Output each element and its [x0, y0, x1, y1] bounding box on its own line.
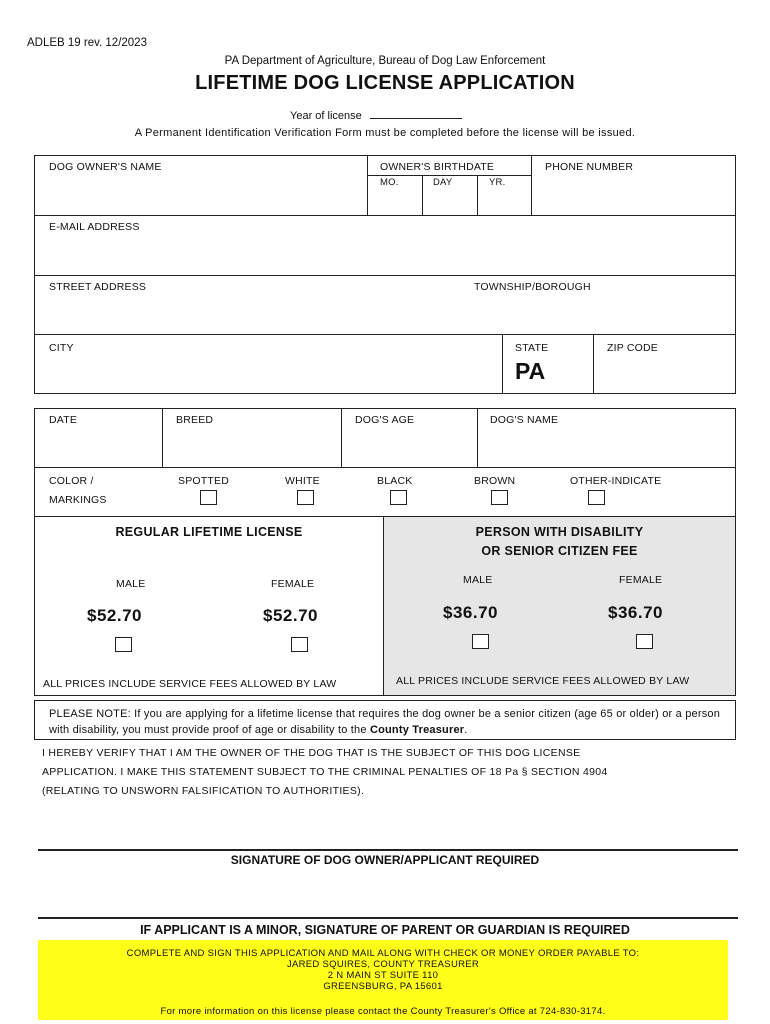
- breed-field[interactable]: BREED: [176, 414, 214, 426]
- permanent-id-note: A Permanent Identification Verification Form must be completed before the license will be issued.: [134, 127, 636, 139]
- city-field[interactable]: CITY: [49, 342, 74, 354]
- owner-info-section: [34, 155, 736, 394]
- color-label-line1: COLOR /: [49, 475, 94, 487]
- reduced-male-label: MALE: [463, 574, 493, 586]
- mailing-line3: 2 N MAIN ST SUITE 110: [327, 970, 439, 981]
- reduced-male-checkbox[interactable]: [472, 634, 489, 649]
- reduced-female-checkbox[interactable]: [636, 634, 653, 649]
- mailing-line2: JARED SQUIRES, COUNTY TREASURER: [286, 959, 480, 970]
- year-label: Year of license: [290, 110, 362, 122]
- black-checkbox[interactable]: [390, 490, 407, 505]
- owner-name-field[interactable]: DOG OWNER'S NAME: [49, 161, 162, 173]
- reduced-female-price: $36.70: [608, 603, 663, 622]
- mailing-line4: GREENSBURG, PA 15601: [323, 981, 443, 992]
- brown-checkbox[interactable]: [491, 490, 508, 505]
- reduced-female-label: FEMALE: [619, 574, 663, 586]
- birthdate-label: OWNER'S BIRTHDATE: [380, 161, 495, 173]
- reduced-male-price: $36.70: [443, 603, 498, 622]
- regular-female-checkbox[interactable]: [291, 637, 308, 652]
- mailing-info: For more information on this license please contact the County Treasurer's Office at 724-830-3174.: [160, 1006, 606, 1017]
- please-note-box: [34, 700, 736, 740]
- guardian-signature-label: IF APPLICANT IS A MINOR, SIGNATURE OF PARENT OR GUARDIAN IS REQUIRED: [140, 923, 630, 937]
- owner-signature-label: SIGNATURE OF DOG OWNER/APPLICANT REQUIRED: [230, 853, 540, 867]
- color-label-line2: MARKINGS: [49, 494, 107, 506]
- reduced-fee-panel: [384, 517, 735, 695]
- county-treasurer-bold: County Treasurer: [369, 724, 465, 736]
- reduced-fee-title-line1: PERSON WITH DISABILITY: [475, 525, 644, 539]
- phone-field[interactable]: PHONE NUMBER: [545, 161, 634, 173]
- mailing-instructions-box: [38, 940, 728, 1020]
- spotted-label: SPOTTED: [178, 475, 229, 487]
- state-value: PA: [515, 358, 546, 384]
- brown-label: BROWN: [474, 475, 516, 487]
- reduced-service-fee-note: ALL PRICES INCLUDE SERVICE FEES ALLOWED BY LAW: [396, 675, 690, 687]
- regular-male-label: MALE: [116, 578, 146, 590]
- birth-year-field[interactable]: YR.: [489, 177, 506, 188]
- zip-code-field[interactable]: ZIP CODE: [607, 342, 658, 354]
- verification-statement: [42, 744, 742, 801]
- regular-service-fee-note: ALL PRICES INCLUDE SERVICE FEES ALLOWED BY LAW: [43, 678, 337, 690]
- mailing-line1: COMPLETE AND SIGN THIS APPLICATION AND MAIL ALONG WITH CHECK OR MONEY ORDER PAYABLE TO:: [126, 948, 640, 959]
- year-of-license: [290, 108, 462, 122]
- page-title: LIFETIME DOG LICENSE APPLICATION: [195, 72, 575, 94]
- year-input-line[interactable]: [370, 108, 462, 119]
- other-label: OTHER-INDICATE: [570, 475, 662, 487]
- department-name: PA Department of Agriculture, Bureau of Dog Law Enforcement: [224, 55, 546, 67]
- please-note-text: PLEASE NOTE: If you are applying for a lifetime license that requires the dog owner be a senior citizen (age 65 or older) or a person with disability, you must provide proof of age or disability to the: [49, 708, 721, 736]
- regular-female-price: $52.70: [263, 606, 318, 625]
- township-field[interactable]: TOWNSHIP/BOROUGH: [474, 281, 591, 293]
- form-id: ADLEB 19 rev. 12/2023: [27, 37, 147, 49]
- reduced-fee-title-line2: OR SENIOR CITIZEN FEE: [481, 544, 638, 558]
- regular-female-label: FEMALE: [271, 578, 315, 590]
- black-label: BLACK: [377, 475, 413, 487]
- dog-name-field[interactable]: DOG'S NAME: [490, 414, 559, 426]
- dog-info-section: [34, 408, 736, 517]
- regular-male-checkbox[interactable]: [115, 637, 132, 652]
- white-checkbox[interactable]: [297, 490, 314, 505]
- please-note-end: .: [464, 724, 468, 736]
- regular-license-title: REGULAR LIFETIME LICENSE: [115, 525, 303, 539]
- dog-age-field[interactable]: DOG'S AGE: [355, 414, 415, 426]
- regular-license-panel: [35, 517, 383, 695]
- spotted-checkbox[interactable]: [200, 490, 217, 505]
- verify-line1: I HEREBY VERIFY THAT I AM THE OWNER OF THE DOG THAT IS THE SUBJECT OF THIS DOG LICENSE: [42, 747, 581, 759]
- regular-male-price: $52.70: [87, 606, 142, 625]
- verify-line3: (RELATING TO UNSWORN FALSIFICATION TO AUTHORITIES).: [42, 785, 365, 797]
- date-field[interactable]: DATE: [49, 414, 78, 426]
- birth-day-field[interactable]: DAY: [433, 177, 453, 188]
- other-checkbox[interactable]: [588, 490, 605, 505]
- email-field[interactable]: E-MAIL ADDRESS: [49, 221, 140, 233]
- street-address-field[interactable]: STREET ADDRESS: [49, 281, 147, 293]
- owner-signature-line[interactable]: [38, 849, 738, 851]
- white-label: WHITE: [285, 475, 320, 487]
- verify-line2: APPLICATION. I MAKE THIS STATEMENT SUBJECT TO THE CRIMINAL PENALTIES OF 18 Pa § SECTION 4904: [42, 766, 608, 778]
- guardian-signature-line[interactable]: [38, 917, 738, 919]
- state-label: STATE: [515, 342, 549, 354]
- fees-section: [34, 516, 736, 696]
- birth-month-field[interactable]: MO.: [380, 177, 399, 188]
